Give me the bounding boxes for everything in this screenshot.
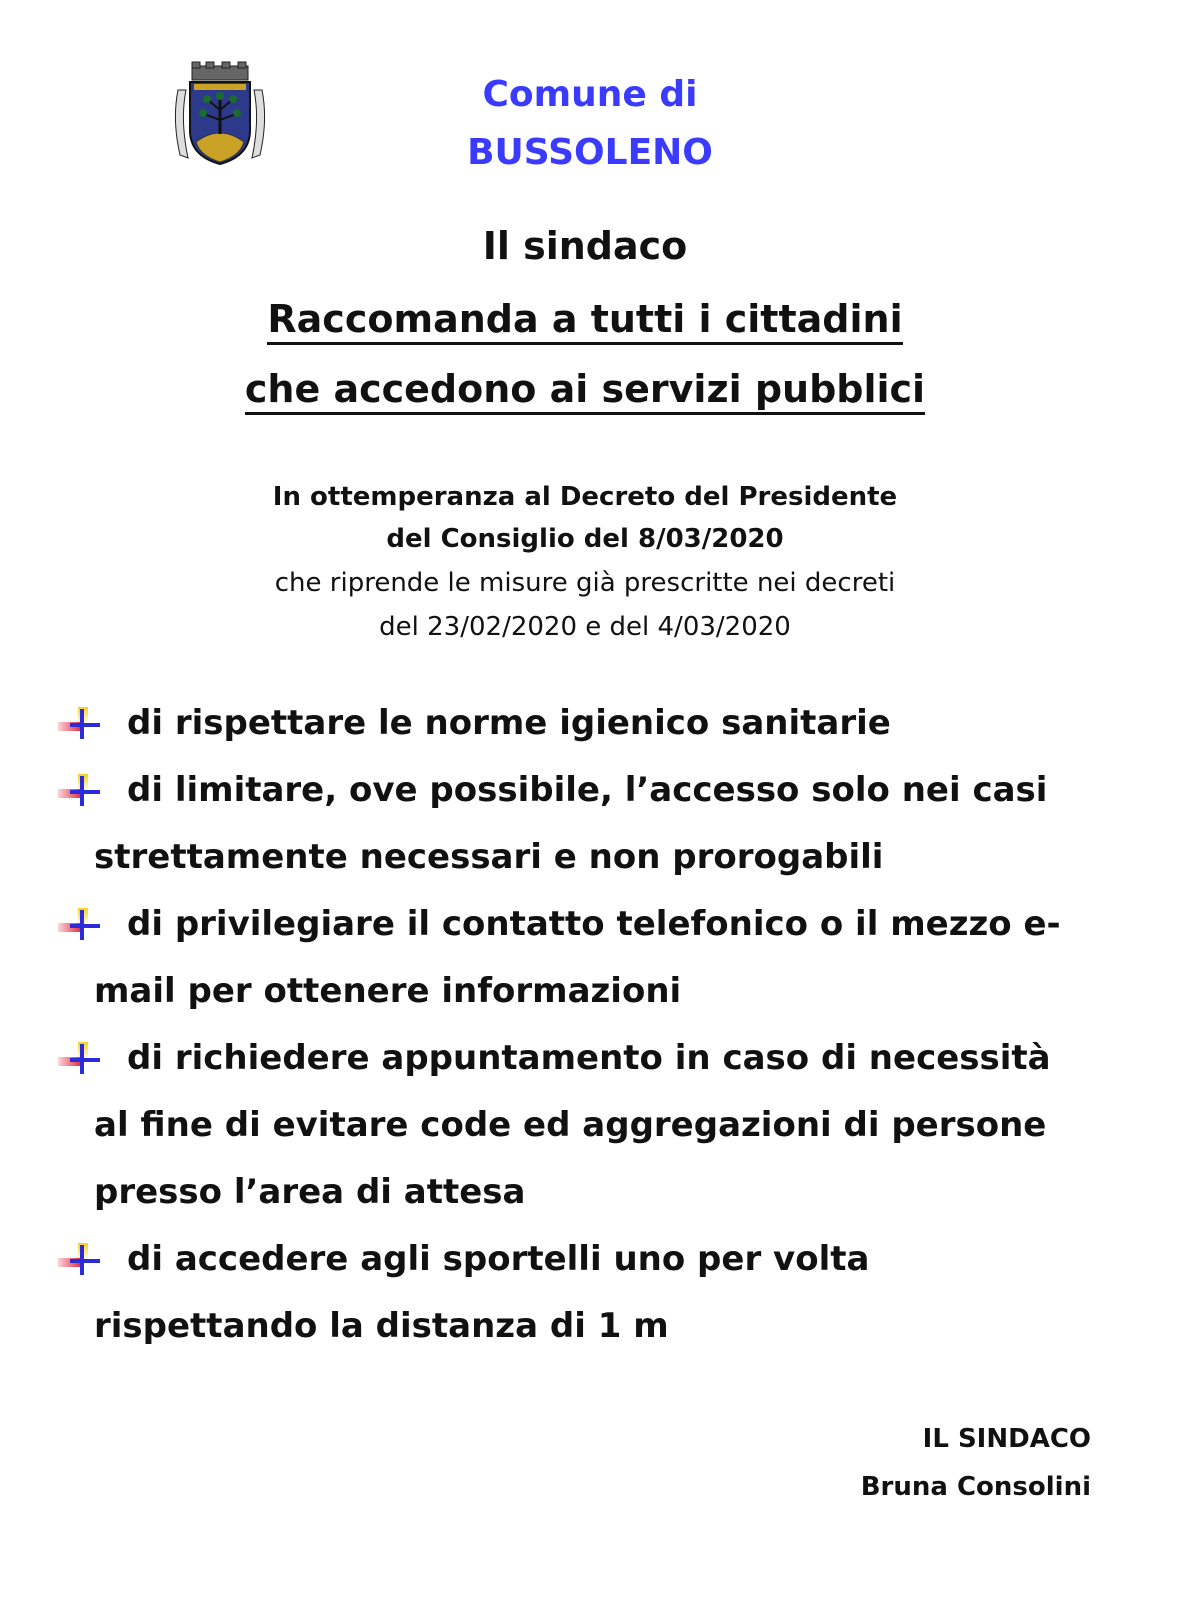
title-raccomanda-text: Raccomanda a tutti i cittadini <box>267 296 902 345</box>
list-item-line: di limitare, ove possibile, l’accesso solo nei casi <box>127 770 1048 810</box>
list-item-line: di accedere agli sportelli uno per volta <box>127 1239 870 1279</box>
town-line-2: BUSSOLENO <box>467 132 713 173</box>
list-item-line: al fine di evitare code ed aggregazioni di persone <box>94 1105 1047 1145</box>
title-accedono <box>150 366 1020 415</box>
recommendation-list <box>56 690 1166 1360</box>
title-accedono-text: che accedono ai servizi pubblici <box>245 366 925 415</box>
signature-name: Bruna Consolini <box>860 1472 1091 1502</box>
list-item-line: di richiedere appuntamento in caso di necessità <box>127 1038 1051 1078</box>
town-line-1: Comune di <box>482 74 698 115</box>
list-item <box>56 690 1166 757</box>
list-item <box>56 891 1166 1025</box>
list-item <box>56 757 1166 891</box>
decree-line-4: del 23/02/2020 e del 4/03/2020 <box>379 612 791 642</box>
list-item-line: mail per ottenere informazioni <box>94 971 682 1011</box>
town-heading <box>400 66 780 182</box>
decree-line-3: che riprende le misure già prescritte nei decreti <box>274 568 896 598</box>
cross-bullet-icon <box>56 1243 102 1277</box>
list-item-line: presso l’area di attesa <box>94 1172 526 1212</box>
list-item <box>56 1226 1166 1360</box>
coat-of-arms-icon <box>170 60 270 170</box>
cross-bullet-icon <box>56 774 102 808</box>
list-item-line: rispettando la distanza di 1 m <box>94 1306 669 1346</box>
list-item-line: di rispettare le norme igienico sanitarie <box>127 703 891 743</box>
list-item-line: di privilegiare il contatto telefonico o il mezzo e- <box>127 904 1061 944</box>
cross-bullet-icon <box>56 908 102 942</box>
decree-line-1: In ottemperanza al Decreto del Presidente <box>272 482 898 512</box>
cross-bullet-icon <box>56 1042 102 1076</box>
cross-bullet-icon <box>56 707 102 741</box>
signature-role: IL SINDACO <box>922 1424 1091 1454</box>
title-sindaco: Il sindaco <box>482 224 688 268</box>
title-raccomanda <box>150 296 1020 345</box>
decree-line-2: del Consiglio del 8/03/2020 <box>386 524 784 554</box>
list-item <box>56 1025 1166 1226</box>
list-item-line: strettamente necessari e non prorogabili <box>94 837 884 877</box>
